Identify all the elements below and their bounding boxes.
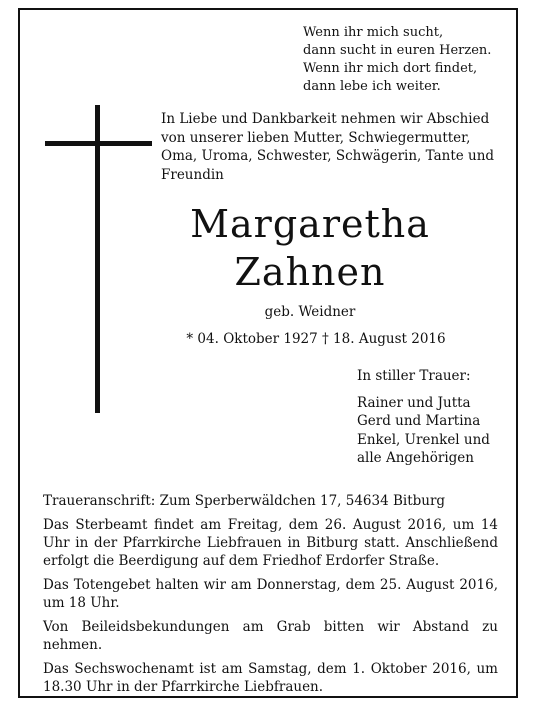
obituary-notice bbox=[18, 8, 518, 698]
condolence-note: Von Beileidsbekundungen am Grab bitten wir Abstand zu nehmen. bbox=[43, 619, 498, 653]
poem-line: dann lebe ich weiter. bbox=[303, 79, 441, 94]
mourners-heading: In stiller Trauer: bbox=[357, 368, 471, 384]
farewell-line: In Liebe und Dankbarkeit nehmen wir Abschied bbox=[161, 111, 490, 127]
six-week-mass-info: Das Sechswochenamt ist am Samstag, dem 1. Oktober 2016, um 18.30 Uhr in der Pfarrkirche Liebfrauen. bbox=[43, 661, 498, 695]
life-dates: * 04. Oktober 1927 † 18. August 2016 bbox=[186, 331, 446, 347]
poem-line: Wenn ihr mich dort findet, bbox=[303, 61, 478, 76]
birth-name: geb. Weidner bbox=[264, 304, 356, 320]
service-info bbox=[43, 492, 498, 702]
mourners bbox=[357, 367, 517, 468]
poem-line: Wenn ihr mich sucht, bbox=[303, 25, 444, 40]
farewell-line: Freundin bbox=[161, 166, 224, 183]
poem-line: dann sucht in euren Herzen. bbox=[303, 43, 492, 58]
farewell-text bbox=[161, 110, 501, 184]
farewell-line: Oma, Uroma, Schwester, Schwägerin, Tante und bbox=[161, 148, 495, 164]
funeral-mass-info: Das Sterbeamt findet am Freitag, dem 26. August 2016, um 14 Uhr in der Pfarrkirche Liebfrauen in Bitburg statt. Anschließend erfolgt die Beerdigung auf dem Friedhof Erdorfer Straße. bbox=[43, 517, 498, 569]
cross-icon bbox=[95, 105, 100, 413]
prayer-info: Das Totengebet halten wir am Donnerstag, dem 25. August 2016, um 18 Uhr. bbox=[43, 577, 498, 611]
mourner-name: Gerd und Martina bbox=[357, 413, 481, 429]
farewell-line: von unserer lieben Mutter, Schwiegermutter, bbox=[161, 129, 471, 146]
cross-icon-bar bbox=[45, 141, 152, 146]
deceased-name bbox=[160, 200, 460, 296]
mourner-name: Enkel, Urenkel und bbox=[357, 431, 490, 448]
mourning-address: Traueranschrift: Zum Sperberwäldchen 17, 54634 Bitburg bbox=[43, 493, 446, 509]
mourner-name: Rainer und Jutta bbox=[357, 394, 471, 411]
poem bbox=[303, 24, 508, 96]
last-name: Zahnen bbox=[234, 250, 386, 294]
first-name: Margaretha bbox=[190, 202, 430, 246]
mourner-name: alle Angehörigen bbox=[357, 450, 474, 466]
